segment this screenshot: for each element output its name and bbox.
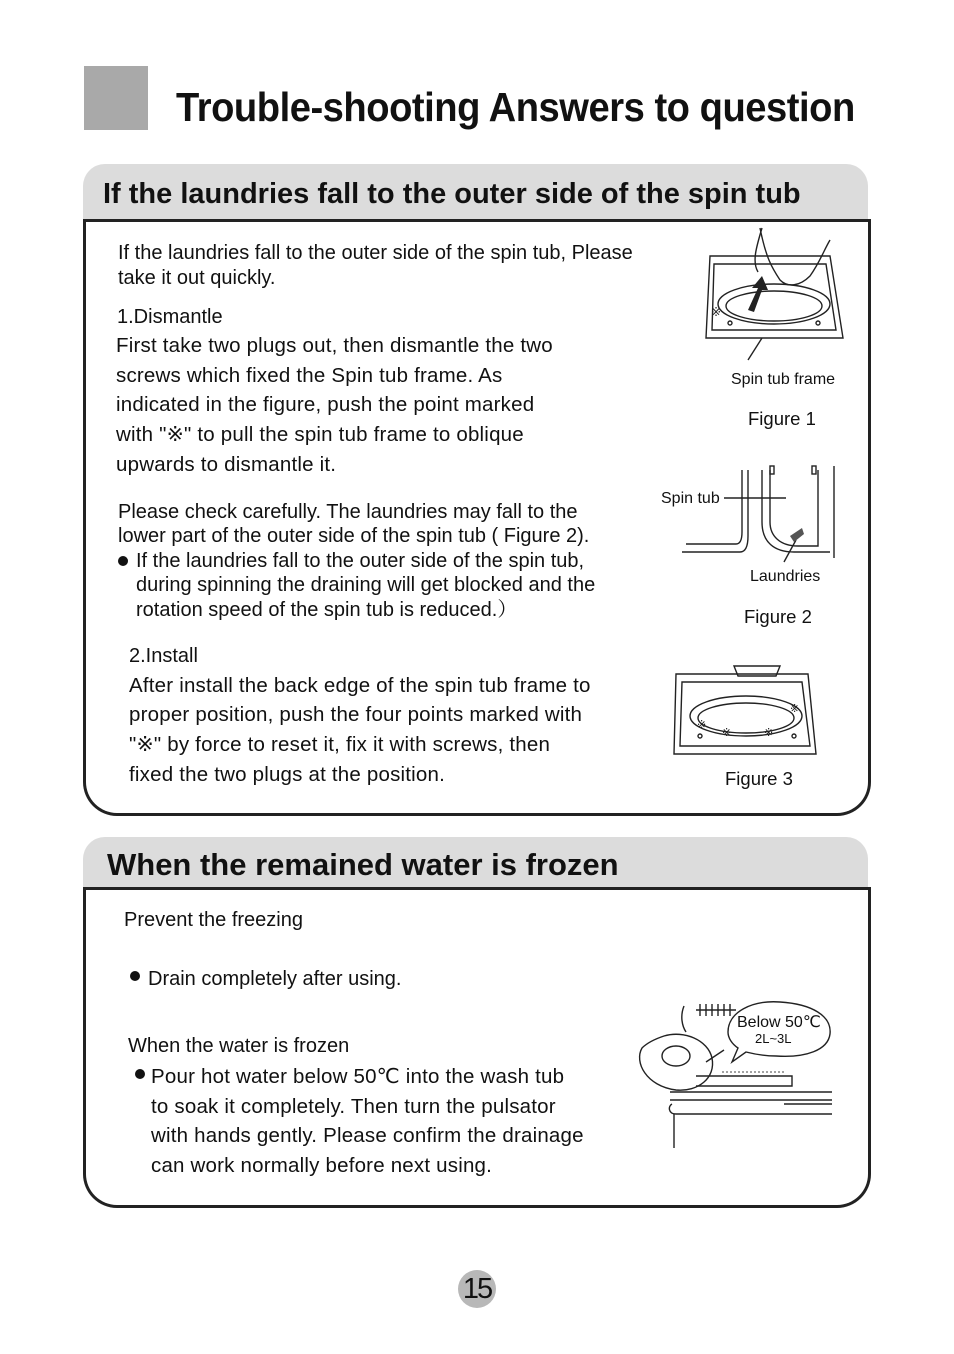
prevent-bullet: Drain completely after using. <box>148 968 402 990</box>
install-title: 2.Install <box>129 645 198 667</box>
svg-text:※: ※ <box>697 718 707 731</box>
install-line-3: "※" by force to reset it, fix it with screws, then <box>129 733 551 756</box>
dismantle-line-2: screws which fixed the Spin tub frame. As <box>116 364 503 387</box>
frozen-line-2: to soak it completely. Then turn the pulsator <box>151 1095 556 1118</box>
bullet-dot <box>135 1069 145 1079</box>
check-bullet-line-2: during spinning the draining will get blocked and the <box>136 574 596 596</box>
figure3-caption: Figure 3 <box>725 768 793 789</box>
figure2-caption: Figure 2 <box>744 606 812 627</box>
install-line-1: After install the back edge of the spin tub frame to <box>129 674 591 697</box>
header-gray-square <box>84 66 148 130</box>
check-line-1: Please check carefully. The laundries may fall to the <box>118 501 578 523</box>
figure2-spin-tub-crosssection <box>680 462 840 562</box>
intro-line-2: take it out quickly. <box>118 267 276 289</box>
page-title: Trouble-shooting Answers to question <box>176 84 855 130</box>
kettle-volume-label: 2L~3L <box>755 1031 792 1046</box>
bullet-dot <box>118 556 128 566</box>
install-line-4: fixed the two plugs at the position. <box>129 763 446 786</box>
figure1-label-spin-tub-frame: Spin tub frame <box>731 371 836 388</box>
install-line-2: proper position, push the four points marked with <box>129 703 583 726</box>
section1-heading: If the laundries fall to the outer side of the spin tub <box>103 178 801 210</box>
svg-text:※: ※ <box>711 305 722 319</box>
frozen-title: When the water is frozen <box>128 1035 350 1057</box>
dismantle-line-5: upwards to dismantle it. <box>116 453 337 476</box>
check-bullet-line-1: If the laundries fall to the outer side of the spin tub, <box>136 550 585 572</box>
frozen-line-1: Pour hot water below 50℃ into the wash tub <box>151 1065 565 1088</box>
dismantle-title: 1.Dismantle <box>117 306 223 328</box>
intro-line-1: If the laundries fall to the outer side of the spin tub, Please <box>118 242 633 264</box>
figure1-spin-tub-frame-illustration <box>700 228 850 368</box>
frozen-line-4: can work normally before next using. <box>151 1154 493 1177</box>
dismantle-line-1: First take two plugs out, then dismantle the two <box>116 334 553 357</box>
figure1-caption: Figure 1 <box>748 408 816 429</box>
figure2-label-laundries: Laundries <box>750 568 821 585</box>
section2-heading: When the remained water is frozen <box>107 847 619 882</box>
svg-text:※: ※ <box>722 726 732 739</box>
bullet-dot <box>130 971 140 981</box>
dismantle-line-3: indicated in the figure, push the point marked <box>116 393 535 416</box>
figure2-label-spin-tub: Spin tub <box>661 490 720 507</box>
dismantle-line-4: with "※" to pull the spin tub frame to oblique <box>116 423 524 446</box>
figure3-install-frame-illustration <box>672 662 822 758</box>
check-bullet-line-3: rotation speed of the spin tub is reduced.） <box>136 599 518 621</box>
frozen-line-3: with hands gently. Please confirm the drainage <box>151 1124 584 1147</box>
page-number: 15 <box>458 1270 496 1308</box>
svg-text:※: ※ <box>790 702 800 715</box>
check-line-2: lower part of the outer side of the spin tub ( Figure 2). <box>118 525 590 547</box>
svg-text:※: ※ <box>764 726 774 739</box>
prevent-title: Prevent the freezing <box>124 909 303 931</box>
kettle-temp-label: Below 50℃ <box>737 1014 821 1031</box>
